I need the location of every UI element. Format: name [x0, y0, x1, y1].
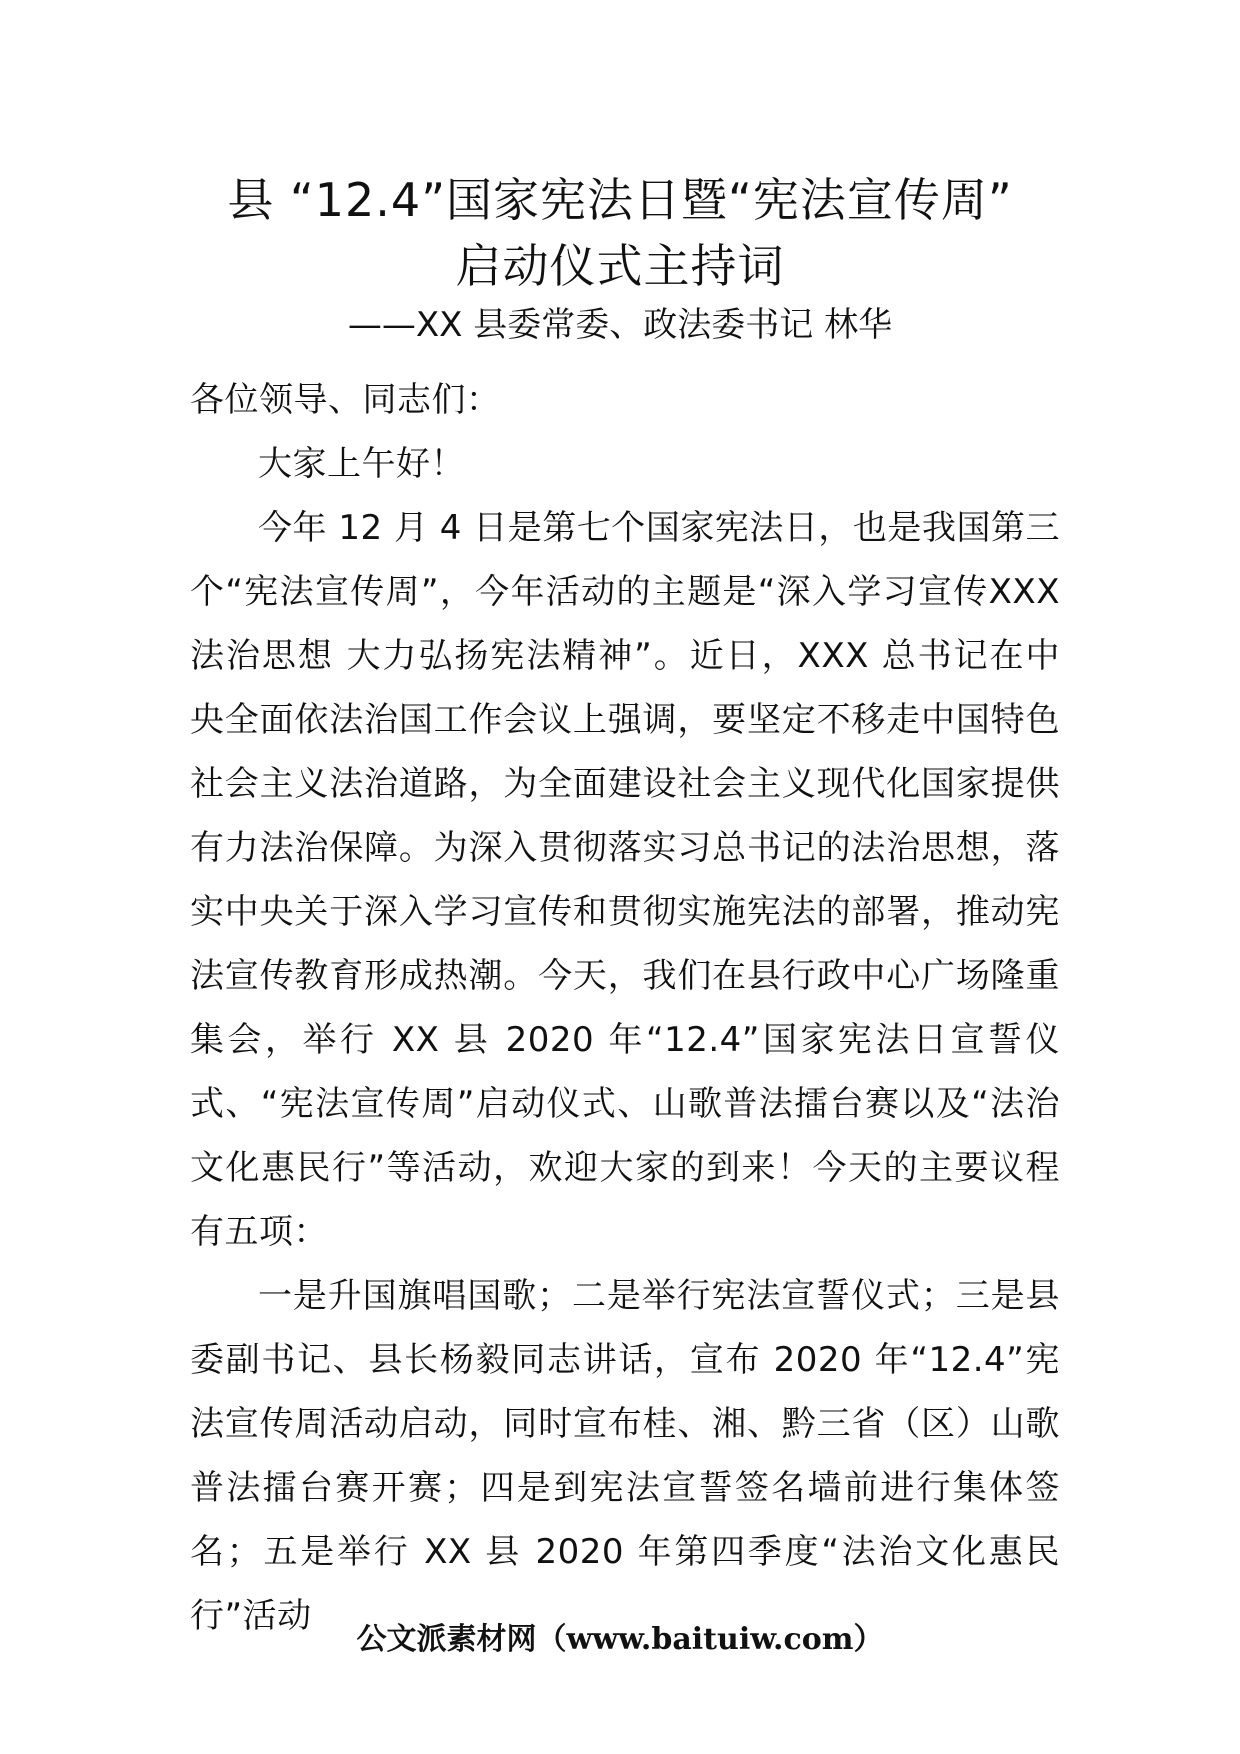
document-byline: ——XX 县委常委、政法委书记 林华: [347, 305, 893, 345]
document-title-line-1: 县 “12.4”国家宪法日暨“宪法宣传周”: [227, 173, 1013, 227]
document-body: [190, 368, 1060, 1648]
salutation: 各位领导、同志们：: [190, 380, 501, 420]
paragraph-agenda: 一是升国旗唱国歌；二是举行宪法宣誓仪式；三是县委副书记、县长杨毅同志讲话，宣布 2020 年“12.4”宪法宣传周活动启动，同时宣布桂、湘、黔三省（区）山歌普法擂台赛开赛；四是到宪法宣誓签名墙前进行集体签名；五是举行 XX 县 2020 年第四季度“法治文化惠民行”活动: [190, 1276, 1060, 1636]
paragraph-introduction: 今年 12 月 4 日是第七个国家宪法日，也是我国第三个“宪法宣传周”，今年活动的主题是“深入学习宣传XXX 法治思想 大力弘扬宪法精神”。近日，XXX 总书记在中央全面依法治国工作会议上强调，要坚定不移走中国特色社会主义法治道路，为全面建设社会主义现代化国家提供有力法治保障。为深入贯彻落实习总书记的法治思想，落实中央关于深入学习宣传和贯彻实施宪法的部署，推动宪法宣传教育形成热潮。今天，我们在县行政中心广场隆重集会，举行 XX 县 2020 年“12.4”国家宪法日宣誓仪式、“宪法宣传周”启动仪式、山歌普法擂台赛以及“法治文化惠民行”等活动，欢迎大家的到来！今天的主要议程有五项：: [190, 508, 1060, 1252]
document-title-line-2: 启动仪式主持词: [455, 239, 785, 293]
paragraph-greeting: 大家上午好！: [258, 444, 465, 484]
watermark-footer: 公文派素材网（www.baituiw.com）: [356, 1622, 884, 1657]
